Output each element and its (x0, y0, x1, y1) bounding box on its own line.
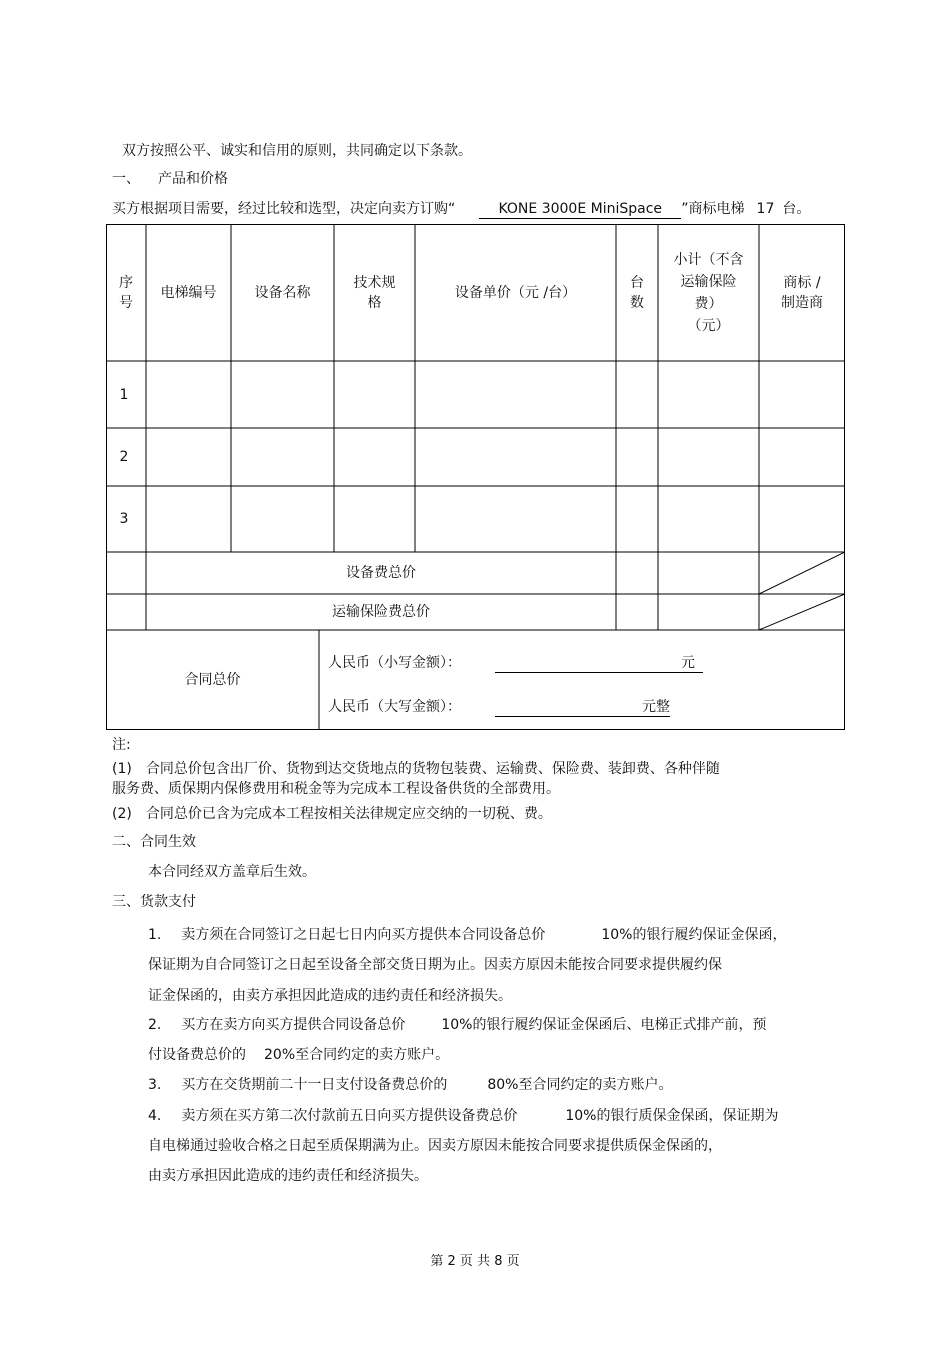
item-4-line3: 由卖方承担因此造成的违约责任和经济损失。 (148, 1168, 428, 1184)
footer-page-number: 2 (447, 1254, 456, 1269)
note-2-text: 合同总价已含为完成本工程按相关法律规定应交纳的一切税、费。 (145, 806, 552, 822)
rmb-small-line (328, 652, 461, 672)
purchase-suffix: ”商标电梯 (681, 201, 745, 217)
item-1-line3: 证金保函的，由卖方承担因此造成的违约责任和经济损失。 (148, 988, 512, 1004)
header-brand: 商标 / 制造商 (781, 274, 823, 311)
rmb-small-label: 人民币（小写金额）： (328, 655, 461, 671)
payment-item-4 (148, 1107, 778, 1125)
payment-item-2 (148, 1016, 766, 1034)
note-2 (112, 805, 552, 823)
item-2-text-b: 的银行履约保证金保函后、电梯正式排产前，预 (472, 1017, 767, 1033)
header-seq: 序 号 (119, 274, 133, 311)
header-subtotal: 小计（不含 运输保险 费） （元） (673, 251, 744, 334)
section2-body: 本合同经双方盖章后生效。 (148, 864, 316, 880)
item-4-text-a: 卖方须在买方第二次付款前五日向买方提供设备费总价 (181, 1108, 518, 1124)
item-4-percent: 10% (565, 1108, 597, 1124)
footer-text-c: 页 (506, 1254, 520, 1269)
section1-number: 一、 (112, 171, 140, 187)
item-2-line2-text-a: 付设备费总价的 (148, 1047, 246, 1063)
note-1-line2: 服务费、质保期内保修费用和税金等为完成本工程设备供货的全部费用。 (112, 781, 560, 797)
rmb-big-label: 人民币（大写金额）： (328, 699, 461, 715)
page-footer (0, 1250, 950, 1269)
row-2-seq: 2 (119, 449, 129, 465)
row-3-seq: 3 (119, 511, 129, 527)
rmb-big-field (495, 696, 670, 717)
payment-item-1 (148, 926, 786, 944)
note-1 (112, 760, 720, 778)
rmb-small-unit: 元 (681, 655, 695, 671)
rmb-big-line (328, 696, 461, 716)
note-1-number: (1) (112, 761, 132, 777)
item-4-number: 4. (148, 1108, 162, 1124)
equipment-total-label: 设备费总价 (346, 565, 416, 581)
item-3-text-b: 至合同约定的卖方账户。 (518, 1077, 673, 1093)
item-3-text-a: 买方在交货期前二十一日支付设备费总价的 (181, 1077, 448, 1093)
item-2-number: 2. (148, 1017, 162, 1033)
rmb-small-field (495, 652, 703, 673)
header-spec: 技术规 格 (353, 274, 396, 311)
transport-total-label: 运输保险费总价 (332, 604, 430, 620)
purchase-line (112, 200, 810, 219)
notes-label: 注: (112, 737, 131, 753)
item-1-text-b: 的银行履约保证金保函， (632, 927, 787, 943)
section1-heading (112, 170, 228, 188)
section2-title: 二、合同生效 (112, 834, 196, 850)
item-2-line2 (148, 1046, 449, 1064)
quantity-unit: 台。 (782, 201, 811, 217)
price-table (106, 224, 845, 730)
footer-text-b: 页 共 (459, 1254, 491, 1269)
item-1-percent: 10% (601, 927, 633, 943)
item-1-number: 1. (148, 927, 162, 943)
intro-text: 双方按照公平、诚实和信用的原则，共同确定以下条款。 (122, 143, 472, 159)
contract-total-label: 合同总价 (184, 672, 241, 688)
row-1-seq: 1 (119, 386, 129, 403)
purchase-prefix: 买方根据项目需要，经过比较和选型，决定向卖方订购“ (112, 201, 456, 217)
item-4-text-b: 的银行质保金保函，保证期为 (596, 1108, 779, 1124)
item-3-number: 3. (148, 1077, 162, 1093)
header-equipment-name: 设备名称 (254, 284, 311, 301)
note-2-number: (2) (112, 806, 132, 822)
item-1-text-a: 卖方须在合同签订之日起七日内向买方提供本合同设备总价 (181, 927, 546, 943)
section1-title: 产品和价格 (158, 171, 228, 187)
item-2-text-a: 买方在卖方向买方提供合同设备总价 (181, 1017, 406, 1033)
item-3-percent: 80% (487, 1077, 519, 1093)
note-1-line1: 合同总价包含出厂价、货物到达交货地点的货物包装费、运输费、保险费、装卸费、各种伴随 (145, 761, 720, 777)
item-4-line2: 自电梯通过验收合格之日起至质保期满为止。因卖方原因未能按合同要求提供质保金保函的， (148, 1138, 722, 1154)
rmb-big-unit: 元整 (642, 699, 670, 715)
footer-text-a: 第 (430, 1254, 444, 1269)
item-2-percent-2: 20% (264, 1047, 296, 1063)
brand-field: KONE 3000E MiniSpace (479, 200, 681, 219)
header-unit-price: 设备单价（元 /台） (454, 284, 577, 301)
item-2-line2-text-b: 至合同约定的卖方账户。 (295, 1047, 450, 1063)
quantity: 17 (756, 201, 775, 217)
header-count: 台 数 (630, 274, 644, 311)
payment-item-3 (148, 1076, 672, 1094)
section3-title: 三、货款支付 (112, 894, 196, 910)
footer-total-pages: 8 (494, 1254, 503, 1269)
header-elevator-no: 电梯编号 (160, 284, 217, 301)
item-1-line2: 保证期为自合同签订之日起至设备全部交货日期为止。因卖方原因未能按合同要求提供履约保 (148, 957, 722, 973)
item-2-percent: 10% (441, 1017, 473, 1033)
